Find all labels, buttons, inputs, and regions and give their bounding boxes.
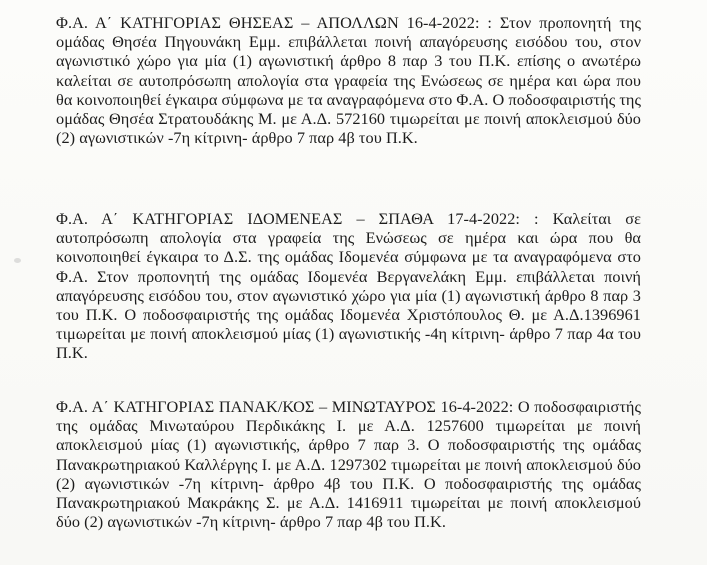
scan-smudge — [14, 258, 21, 263]
ruling-paragraph-idomeneas-spatha: Φ.Α. Α΄ ΚΑΤΗΓΟΡΙΑΣ ΙΔΟΜΕΝΕΑΣ – ΣΠΑΘΑ 17-4-2022: : Καλείται σε αυτοπρόσωπη απολογία στα γραφεία της Ενώσεως σε ημέρα και ώρα που θα κοινοποιηθεί έγκαιρα το Δ.Σ. της ομάδας Ιδομενέα σύμφωνα με τα αναγραφόμενα στο Φ.Α. Στον προπονητή της ομάδας Ιδομενέα Βεργανελάκη Εμμ. επιβάλλεται ποινή απαγόρευσης εισόδου του, στον αγωνιστικό χώρο για μία (1) αγωνιστική άρθρο 8 παρ 3 του Π.Κ. Ο ποδοσφαιριστής της ομάδας Ιδομενέα Χριστόπουλος Θ. με Α.Δ.1396961 τιμωρείται με ποινή αποκλεισμού μίας (1) αγωνιστικής -4η κίτρινη- άρθρο 7 παρ 4α του Π.Κ. — [56, 209, 641, 363]
ruling-paragraph-theseas-apollon: Φ.Α. Α΄ ΚΑΤΗΓΟΡΙΑΣ ΘΗΣΕΑΣ – ΑΠΟΛΛΩΝ 16-4-2022: : Στον προπονητή της ομάδας Θησέα Πηγουνάκη Εμμ. επιβάλλεται ποινή απαγόρευσης εισόδου του, στον αγωνιστικό χώρο για μία (1) αγωνιστική άρθρο 8 παρ 3 του Π.Κ. επίσης ο ανωτέρω καλείται σε αυτοπρόσωπη απολογία στα γραφεία της Ενώσεως σε ημέρα και ώρα που θα κοινοποιηθεί έγκαιρα σύμφωνα με τα αναγραφόμενα στο Φ.Α. Ο ποδοσφαιριστής της ομάδας Θησέα Στρατουδάκης Μ. με Α.Δ. 572160 τιμωρείται με ποινή αποκλεισμού δύο (2) αγωνιστικών -7η κίτρινη- άρθρο 7 παρ 4β του Π.Κ. — [56, 13, 641, 148]
ruling-paragraph-panakrotiriakos-minotavros: Φ.Α. Α΄ ΚΑΤΗΓΟΡΙΑΣ ΠΑΝΑΚ/ΚΟΣ – ΜΙΝΩΤΑΥΡΟΣ 16-4-2022: Ο ποδοσφαιριστής της ομάδας Μινωταύρου Περδικάκης Ι. με Α.Δ. 1257600 τιμωρείται με ποινή αποκλεισμού μίας (1) αγωνιστικής, άρθρο 7 παρ 3. Ο ποδοσφαιριστής της ομάδας Πανακρωτηριακού Καλλέργης Ι. με Α.Δ. 1297302 τιμωρείται με ποινή αποκλεισμού δύο (2) αγωνιστικών -7η κίτρινη- άρθρο 4β του Π.Κ. Ο ποδοσφαιριστής της ομάδας Πανακρωτηριακού Μακράκης Σ. με Α.Δ. 1416911 τιμωρείται με ποινή αποκλεισμού δύο (2) αγωνιστικών -7η κίτρινη- άρθρο 7 παρ 4β του Π.Κ. — [56, 397, 641, 532]
